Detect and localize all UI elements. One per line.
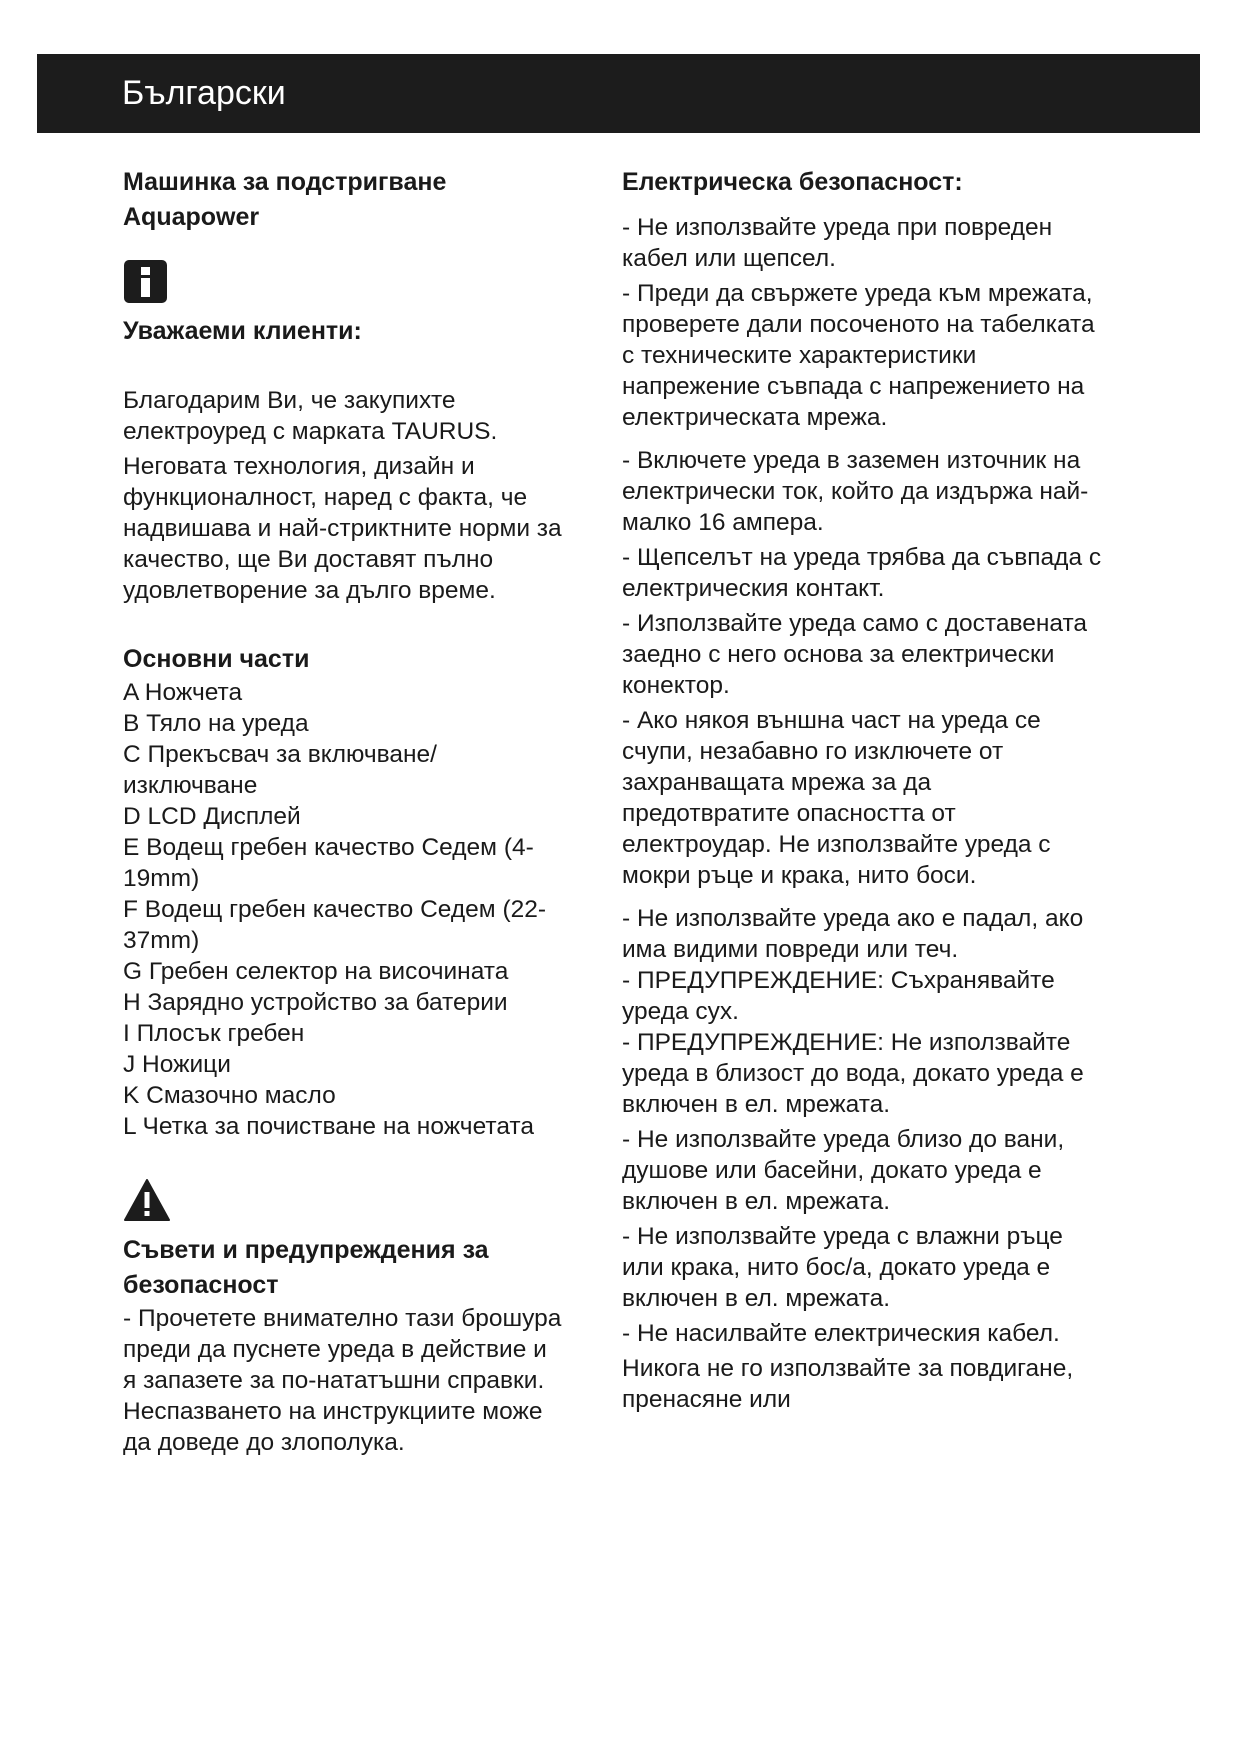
electrical-item: - Щепселът на уреда трябва да съвпада с електрическия контакт. [622, 544, 1102, 602]
electrical-item: - Включете уреда в заземен източник на електрически ток, който да издържа най-малко 16 ампера. [622, 447, 1089, 536]
part-item-b: B Тяло на уреда [123, 710, 309, 737]
parts-list [123, 677, 563, 1142]
electrical-safety-heading: Електрическа безопасност: [622, 168, 963, 196]
electrical-item: - Не използвайте уреда при повреден кабел или щепсел. [622, 214, 1053, 272]
part-item-f: F Водещ гребен качество Седем (22-37mm) [123, 896, 547, 954]
language-header-bar [37, 54, 1200, 133]
electrical-item: - ПРЕДУПРЕЖДЕНИЕ: Не използвайте уреда в близост до вода, докато уреда е включен в ел. мрежата. [622, 1029, 1084, 1118]
product-title-line1: Машинка за подстригване [123, 168, 447, 196]
info-icon [123, 259, 168, 304]
part-item-h: H Зарядно устройство за батерии [123, 989, 508, 1016]
part-item-j: J Ножици [123, 1051, 231, 1078]
part-item-a: A Ножчета [123, 679, 243, 706]
warning-icon [123, 1178, 168, 1223]
thanks-paragraph-2: Неговата технология, дизайн и функционалност, наред с факта, че надвишава и най-стриктните норми за качество, ще Ви доставят пълно удовлетворение за дълго време. [123, 453, 562, 604]
parts-heading: Основни части [123, 645, 310, 673]
safety-heading: Съвети и предупреждения за безопасност [123, 1236, 489, 1299]
part-item-l: L Четка за почистване на ножчетата [123, 1113, 534, 1140]
electrical-item: - Не използвайте уреда с влажни ръце или крака, нито бос/а, докато уреда е включен в ел. мрежата. [622, 1223, 1063, 1312]
right-column [622, 165, 1102, 1415]
left-column [123, 165, 563, 1458]
product-title-line2: Aquapower [123, 203, 260, 231]
electrical-item: Никога не го използвайте за повдигане, пренасяне или [622, 1355, 1074, 1413]
dear-customers-heading: Уважаеми клиенти: [123, 317, 362, 345]
safety-paragraph-1: - Прочетете внимателно тази брошура преди да пуснете уреда в действие и я запазете за по-нататъшни справки. Неспазването на инструкциите може да доведе до злополука. [123, 1305, 562, 1456]
electrical-item: - Преди да свържете уреда към мрежата, проверете дали посоченото на табелката с техническите характеристики напрежение съвпада с напрежението на електрическата мрежа. [622, 280, 1095, 431]
part-item-g: G Гребен селектор на височината [123, 958, 509, 985]
electrical-item: - Не използвайте уреда ако е падал, ако има видими повреди или теч. [622, 905, 1084, 963]
electrical-item: - Не използвайте уреда близо до вани, душове или басейни, докато уреда е включен в ел. мрежата. [622, 1126, 1065, 1215]
electrical-item: - Не насилвайте електрическия кабел. [622, 1320, 1060, 1347]
electrical-item: - Използвайте уреда само с доставената заедно с него основа за електрически конектор. [622, 610, 1088, 699]
electrical-item: - ПРЕДУПРЕЖДЕНИЕ: Съхранявайте уреда сух. [622, 967, 1055, 1025]
language-title: Български [122, 74, 286, 112]
thanks-paragraph-1: Благодарим Ви, че закупихте електроуред с марката TAURUS. [123, 387, 498, 445]
part-item-c: C Прекъсвач за включване/ изключване [123, 741, 437, 799]
part-item-d: D LCD Дисплей [123, 803, 301, 830]
part-item-e: E Водещ гребен качество Седем (4-19mm) [123, 834, 534, 892]
electrical-item: - Ако някоя външна част на уреда се счупи, незабавно го изключете от захранващата мрежа за да предотвратите опасността от електроудар. Не използвайте уреда с мокри ръце и крака, нито боси. [622, 707, 1051, 889]
part-item-k: K Смазочно масло [123, 1082, 336, 1109]
part-item-i: I Плосък гребен [123, 1020, 305, 1047]
